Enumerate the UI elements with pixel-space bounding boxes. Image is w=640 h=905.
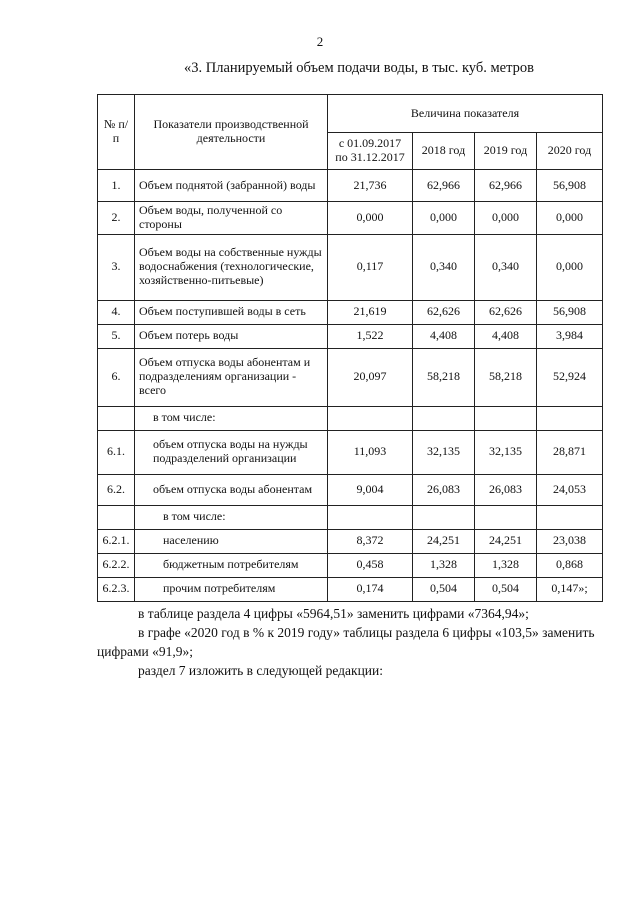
- row-num: 4.: [98, 300, 135, 324]
- row-value: 0,000: [413, 202, 475, 235]
- row-value: 58,218: [413, 348, 475, 406]
- row-value: 0,000: [475, 202, 537, 235]
- row-value: 9,004: [328, 474, 413, 505]
- row-num: 6.2.1.: [98, 529, 135, 553]
- row-value: 0,340: [413, 234, 475, 300]
- header-period: с 01.09.2017 по 31.12.2017: [328, 133, 413, 170]
- row-value: [537, 505, 603, 529]
- row-value: 26,083: [475, 474, 537, 505]
- table-row: [98, 234, 603, 300]
- header-indicator: Показатели производственной деятельности: [135, 95, 328, 170]
- row-value: [413, 406, 475, 430]
- page-number: 2: [316, 34, 324, 49]
- table-row: [98, 505, 603, 529]
- row-value: 0,117: [328, 234, 413, 300]
- row-value: 0,000: [537, 234, 603, 300]
- row-label: Объем воды на собственные нужды водоснабжения (технологические, хозяйственно-питьевые): [135, 234, 328, 300]
- row-value: 4,408: [413, 324, 475, 348]
- row-value: 0,174: [328, 577, 413, 601]
- table-row: [98, 430, 603, 474]
- row-value: [413, 505, 475, 529]
- row-value: 26,083: [413, 474, 475, 505]
- row-num: 6.: [98, 348, 135, 406]
- row-num: 1.: [98, 170, 135, 202]
- row-num: 5.: [98, 324, 135, 348]
- row-value: 56,908: [537, 300, 603, 324]
- row-num: 6.2.2.: [98, 553, 135, 577]
- row-value: 24,053: [537, 474, 603, 505]
- row-value: 0,000: [328, 202, 413, 235]
- paragraph-section4: в таблице раздела 4 цифры «5964,51» заменить цифрами «7364,94»;: [138, 606, 529, 621]
- header-value-group: Величина показателя: [328, 95, 603, 133]
- row-value: 11,093: [328, 430, 413, 474]
- row-value: [475, 406, 537, 430]
- row-label: населению: [135, 529, 328, 553]
- header-num: № п/п: [98, 95, 135, 170]
- row-value: 52,924: [537, 348, 603, 406]
- row-label: прочим потребителям: [135, 577, 328, 601]
- row-label: Объем поступившей воды в сеть: [135, 300, 328, 324]
- row-label: объем отпуска воды абонентам: [135, 474, 328, 505]
- row-value: 0,000: [537, 202, 603, 235]
- row-value: 62,626: [475, 300, 537, 324]
- row-value: 58,218: [475, 348, 537, 406]
- row-value: [328, 406, 413, 430]
- header-period: 2019 год: [475, 133, 537, 170]
- row-num: 6.2.3.: [98, 577, 135, 601]
- header-period: 2018 год: [413, 133, 475, 170]
- row-label: Объем отпуска воды абонентам и подразделениям организации - всего: [135, 348, 328, 406]
- row-value: 23,038: [537, 529, 603, 553]
- row-value: 32,135: [413, 430, 475, 474]
- row-value: 0,504: [475, 577, 537, 601]
- row-label: бюджетным потребителям: [135, 553, 328, 577]
- table-row: [98, 324, 603, 348]
- row-value: 28,871: [537, 430, 603, 474]
- row-value: 20,097: [328, 348, 413, 406]
- row-label: в том числе:: [135, 505, 328, 529]
- row-value: 32,135: [475, 430, 537, 474]
- row-value: 62,626: [413, 300, 475, 324]
- row-value: 0,458: [328, 553, 413, 577]
- row-value: 56,908: [537, 170, 603, 202]
- row-value: [328, 505, 413, 529]
- row-num: 6.1.: [98, 430, 135, 474]
- water-supply-table: [97, 94, 603, 602]
- row-value: 8,372: [328, 529, 413, 553]
- row-value: 1,328: [475, 553, 537, 577]
- row-value: 0,147»;: [537, 577, 603, 601]
- row-label: Объем поднятой (забранной) воды: [135, 170, 328, 202]
- row-value: [537, 406, 603, 430]
- row-value: 1,328: [413, 553, 475, 577]
- row-value: [475, 505, 537, 529]
- row-num: 2.: [98, 202, 135, 235]
- row-num: [98, 406, 135, 430]
- paragraph-section7: раздел 7 изложить в следующей редакции:: [138, 663, 384, 678]
- row-value: 21,736: [328, 170, 413, 202]
- row-label: в том числе:: [135, 406, 328, 430]
- row-label: Объем потерь воды: [135, 324, 328, 348]
- row-value: 3,984: [537, 324, 603, 348]
- row-value: 62,966: [413, 170, 475, 202]
- row-value: 21,619: [328, 300, 413, 324]
- table-row: [98, 577, 603, 601]
- row-value: 4,408: [475, 324, 537, 348]
- table-row: [98, 170, 603, 202]
- row-num: [98, 505, 135, 529]
- table-row: [98, 474, 603, 505]
- row-value: 0,868: [537, 553, 603, 577]
- table-row: [98, 553, 603, 577]
- table-row: [98, 202, 603, 235]
- row-value: 1,522: [328, 324, 413, 348]
- table-row: [98, 529, 603, 553]
- row-value: 24,251: [475, 529, 537, 553]
- section-heading: «3. Планируемый объем подачи воды, в тыс. куб. метров: [184, 60, 534, 76]
- row-label: Объем воды, полученной со стороны: [135, 202, 328, 235]
- row-value: 62,966: [475, 170, 537, 202]
- table-row: [98, 348, 603, 406]
- row-value: 0,504: [413, 577, 475, 601]
- row-label: объем отпуска воды на нужды подразделений организации: [135, 430, 328, 474]
- row-num: 3.: [98, 234, 135, 300]
- row-value: 24,251: [413, 529, 475, 553]
- row-num: 6.2.: [98, 474, 135, 505]
- paragraph-section6: в графе «2020 год в % к 2019 году» таблицы раздела 6 цифры «103,5» заменить цифрами «91,9»;: [97, 625, 595, 659]
- header-period: 2020 год: [537, 133, 603, 170]
- table-row: [98, 406, 603, 430]
- table-row: [98, 300, 603, 324]
- row-value: 0,340: [475, 234, 537, 300]
